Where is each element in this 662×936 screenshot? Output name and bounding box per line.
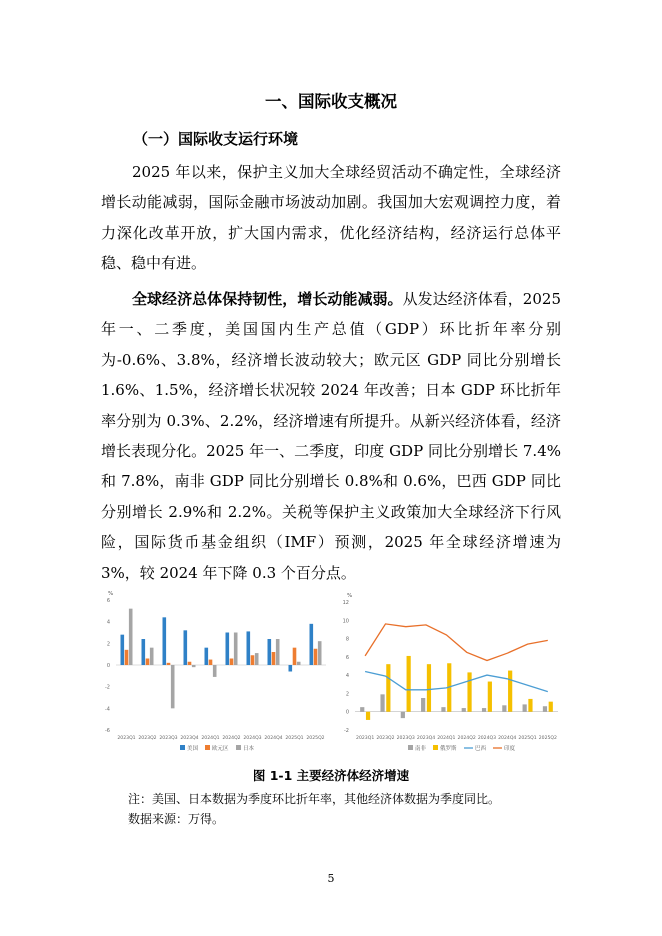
figure-source: 数据来源：万得。 bbox=[128, 812, 225, 826]
y-tick-label: 10 bbox=[342, 618, 349, 625]
bar-2 bbox=[528, 699, 532, 712]
legend-label: 南非 bbox=[415, 746, 427, 752]
bar-3 bbox=[234, 633, 238, 666]
legend-swatch bbox=[236, 745, 241, 750]
x-tick-label: 2024Q4 bbox=[264, 736, 283, 741]
x-tick-label: 2025Q2 bbox=[306, 736, 325, 741]
bar-2 bbox=[293, 648, 297, 665]
bar-1 bbox=[543, 706, 547, 711]
bar-1 bbox=[360, 707, 364, 712]
bar-1 bbox=[205, 648, 209, 665]
bar-2 bbox=[467, 672, 471, 711]
bar-2 bbox=[167, 663, 171, 665]
x-tick-label: 2023Q2 bbox=[138, 736, 157, 741]
legend-label: 巴西 bbox=[475, 746, 487, 752]
y-unit-label: % bbox=[108, 591, 114, 597]
x-tick-label: 2023Q1 bbox=[117, 736, 136, 741]
legend-swatch bbox=[433, 745, 438, 750]
y-tick-label: -6 bbox=[105, 728, 110, 734]
x-tick-label: 2024Q1 bbox=[437, 736, 456, 741]
y-tick-label: -2 bbox=[344, 728, 349, 734]
page-number: 5 bbox=[327, 872, 335, 885]
bar-1 bbox=[502, 705, 506, 711]
y-tick-label: 8 bbox=[345, 636, 349, 643]
x-tick-label: 2024Q2 bbox=[222, 736, 241, 741]
bar-1 bbox=[462, 708, 466, 712]
x-tick-label: 2024Q2 bbox=[457, 736, 476, 741]
subsection-heading: （一）国际收支运行环境 bbox=[133, 130, 299, 148]
bar-2 bbox=[146, 659, 150, 666]
bar-2 bbox=[125, 650, 129, 665]
legend-label: 俄罗斯 bbox=[440, 746, 457, 752]
bar-2 bbox=[272, 652, 276, 665]
y-tick-label: 4 bbox=[106, 619, 110, 626]
bar-1 bbox=[289, 665, 293, 672]
paragraph-environment: 2025 年以来，保护主义加大全球经贸活动不确定性，全球经济增长动能减弱，国际金融市场波动加剧。我国加大宏观调控力度，着力深化改革开放，扩大国内需求，优化经济结构，经济运行总体平稳、稳中有进。 bbox=[101, 163, 561, 273]
bar-1 bbox=[163, 617, 167, 665]
bar-2 bbox=[549, 702, 553, 712]
x-tick-label: 2023Q3 bbox=[396, 736, 415, 741]
bar-2 bbox=[230, 659, 234, 666]
bar-2 bbox=[366, 712, 370, 720]
legend-swatch bbox=[205, 745, 210, 750]
x-tick-label: 2024Q3 bbox=[243, 736, 262, 741]
figure-note: 注：美国、日本数据为季度环比折年率，其他经济体数据为季度同比。 bbox=[128, 792, 501, 806]
bar-3 bbox=[171, 665, 175, 708]
bar-1 bbox=[247, 631, 251, 665]
x-tick-label: 2023Q4 bbox=[416, 736, 436, 741]
chart-developed-economies bbox=[104, 590, 330, 756]
x-tick-label: 2023Q2 bbox=[376, 736, 395, 741]
bar-2 bbox=[209, 660, 213, 665]
bar-1 bbox=[401, 712, 405, 718]
bar-1 bbox=[226, 633, 230, 666]
bar-2 bbox=[314, 649, 318, 665]
bar-1 bbox=[268, 639, 272, 665]
bar-3 bbox=[192, 665, 196, 667]
bar-3 bbox=[255, 653, 259, 665]
bar-1 bbox=[441, 707, 445, 712]
y-tick-label: 0 bbox=[106, 663, 110, 669]
series-line-2 bbox=[365, 624, 548, 661]
x-tick-label: 2024Q3 bbox=[477, 736, 497, 741]
bar-2 bbox=[508, 671, 512, 712]
x-tick-label: 2023Q4 bbox=[180, 736, 199, 741]
bar-1 bbox=[380, 694, 384, 711]
x-tick-label: 2025Q1 bbox=[518, 736, 537, 741]
bar-1 bbox=[482, 708, 486, 712]
bar-1 bbox=[421, 698, 425, 712]
y-tick-label: 2 bbox=[106, 641, 110, 648]
y-unit-label: % bbox=[347, 593, 353, 599]
y-tick-label: 6 bbox=[345, 654, 349, 661]
legend-label: 欧元区 bbox=[212, 746, 229, 752]
y-tick-label: -2 bbox=[105, 684, 110, 691]
bar-2 bbox=[386, 664, 390, 712]
bar-2 bbox=[407, 656, 411, 712]
paragraph-global-economy bbox=[101, 284, 561, 588]
figure-caption: 图 1-1 主要经济体经济增速 bbox=[252, 768, 410, 783]
bar-3 bbox=[213, 665, 217, 677]
y-tick-label: 4 bbox=[345, 673, 349, 680]
bar-1 bbox=[121, 635, 125, 665]
bar-2 bbox=[251, 655, 255, 665]
legend-label: 美国 bbox=[187, 746, 199, 752]
bar-1 bbox=[142, 639, 146, 665]
x-tick-label: 2025Q1 bbox=[285, 736, 304, 741]
chart-emerging-economies bbox=[338, 590, 562, 756]
bar-1 bbox=[310, 624, 314, 665]
bar-2 bbox=[488, 682, 492, 712]
bar-3 bbox=[297, 662, 301, 665]
bar-1 bbox=[184, 630, 188, 665]
y-tick-label: 2 bbox=[345, 691, 349, 698]
legend-label: 日本 bbox=[243, 746, 255, 752]
bar-3 bbox=[129, 609, 133, 665]
x-tick-label: 2025Q2 bbox=[538, 736, 557, 741]
y-tick-label: -4 bbox=[105, 706, 110, 713]
paragraph-body: 从发达经济体看，2025 年一、二季度，美国国内生产总值（GDP）环比折年率分别为-0.6%、3.8%，经济增长波动较大；欧元区 GDP 同比分别增长 1.6%、1.5%，经济增长状况较 2024 年改善；日本 GDP 环比折年率分别为 0.3%、2.2%，经济增速有所提升。从新兴经济体看，经济增长表现分化。2025 年一、二季度，印度 GDP 同比分别增长 7.4%和 7.8%，南非 GDP 同比分别增长 0.8%和 0.6%，巴西 GDP 同比分别增长 2.9%和 2.2%。关税等保护主义政策加大全球经济下行风险，国际货币基金组织（IMF）预测，2025 年全球经济增速为 3%，较 2024 年下降 0.3 个百分点。 bbox=[101, 290, 561, 582]
bar-1 bbox=[523, 704, 527, 711]
bar-3 bbox=[150, 648, 154, 665]
x-tick-label: 2024Q4 bbox=[498, 736, 517, 741]
paragraph-lead: 全球经济总体保持韧性，增长动能减弱。 bbox=[132, 290, 403, 308]
y-tick-label: 12 bbox=[342, 600, 349, 606]
legend-swatch bbox=[180, 745, 185, 750]
y-tick-label: 0 bbox=[345, 709, 349, 716]
y-tick-label: 6 bbox=[106, 598, 110, 604]
bar-3 bbox=[276, 639, 280, 665]
x-tick-label: 2023Q1 bbox=[356, 736, 375, 741]
bar-2 bbox=[427, 664, 431, 712]
legend-swatch bbox=[408, 745, 413, 750]
legend-label: 印度 bbox=[504, 746, 516, 752]
section-heading: 一、国际收支概况 bbox=[265, 92, 397, 111]
bar-2 bbox=[188, 662, 192, 665]
x-tick-label: 2023Q3 bbox=[159, 736, 178, 741]
bar-3 bbox=[318, 641, 322, 665]
x-tick-label: 2024Q1 bbox=[201, 736, 220, 741]
series-line-1 bbox=[365, 672, 548, 692]
